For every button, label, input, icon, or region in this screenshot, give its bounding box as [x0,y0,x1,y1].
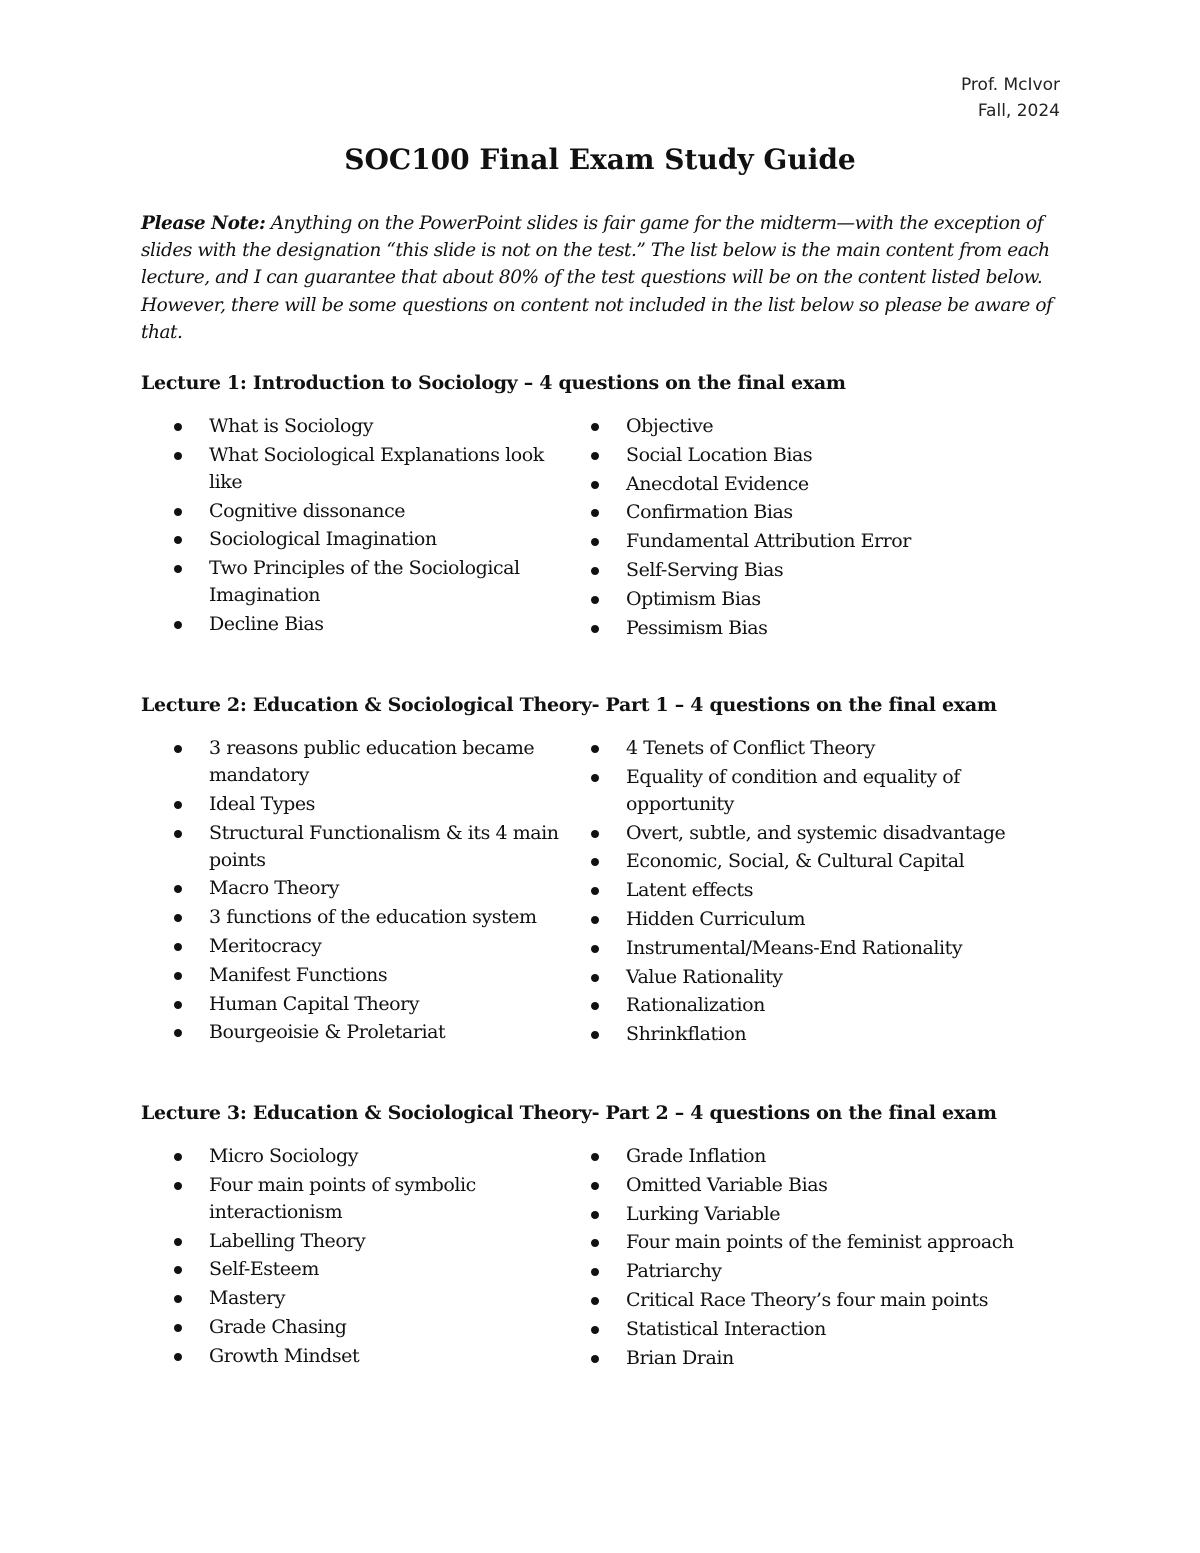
list-item: Macro Theory [141,875,561,902]
bullet-icon [174,1238,182,1246]
bullet-icon [174,508,182,516]
lecture-3-right-list [558,1143,1058,1373]
bullet-icon [174,565,182,573]
bullet-icon [174,885,182,893]
lecture-1-right-list [558,413,1058,643]
header-meta [961,72,1060,124]
list-item: Grade Chasing [141,1314,561,1341]
bullet-icon [591,1239,599,1247]
list-item: Ideal Types [141,791,561,818]
list-item: Mastery [141,1285,561,1312]
list-item: 4 Tenets of Conflict Theory [558,735,1058,762]
lecture-3-heading: Lecture 3: Education & Sociological Theory- Part 2 – 4 questions on the final exam [141,1102,997,1124]
bullet-icon [591,1182,599,1190]
lecture-1-heading: Lecture 1: Introduction to Sociology – 4 questions on the final exam [141,372,846,394]
list-item: Grade Inflation [558,1143,1058,1170]
list-item: Hidden Curriculum [558,906,1058,933]
note-label: Please Note: [141,213,266,234]
page-title: SOC100 Final Exam Study Guide [344,143,856,176]
lecture-2-right-list [558,735,1058,1050]
list-item: Omitted Variable Bias [558,1172,1058,1199]
list-item: Fundamental Attribution Error [558,528,1058,555]
bullet-icon [591,745,599,753]
bullet-icon [174,745,182,753]
bullet-icon [174,536,182,544]
professor-name: Prof. McIvor [960,75,1060,95]
bullet-icon [591,774,599,782]
list-item: Pessimism Bias [558,615,1058,642]
bullet-icon [591,1002,599,1010]
list-item: Economic, Social, & Cultural Capital [558,848,1058,875]
bullet-icon [174,914,182,922]
bullet-icon [174,1324,182,1332]
bullet-icon [591,423,599,431]
list-item: Lurking Variable [558,1201,1058,1228]
bullet-icon [174,1266,182,1274]
bullet-icon [174,452,182,460]
bullet-icon [591,452,599,460]
lecture-1-left-list [141,413,561,640]
bullet-icon [174,830,182,838]
list-item: Critical Race Theory’s four main points [558,1287,1058,1314]
lecture-3-left-list [141,1143,561,1372]
list-item: Cognitive dissonance [141,498,561,525]
list-item: What is Sociology [141,413,561,440]
list-item: Self-Serving Bias [558,557,1058,584]
bullet-icon [591,567,599,575]
list-item: Overt, subtle, and systemic disadvantage [558,820,1058,847]
list-item: Bourgeoisie & Proletariat [141,1019,561,1046]
list-item: Labelling Theory [141,1228,561,1255]
bullet-icon [174,423,182,431]
list-item: Patriarchy [558,1258,1058,1285]
bullet-icon [591,1031,599,1039]
list-item: Brian Drain [558,1345,1058,1372]
list-item: Social Location Bias [558,442,1058,469]
bullet-icon [591,1268,599,1276]
list-item: Sociological Imagination [141,526,561,553]
bullet-icon [591,625,599,633]
term: Fall, 2024 [977,101,1060,121]
lecture-2-heading: Lecture 2: Education & Sociological Theory- Part 1 – 4 questions on the final exam [141,694,997,716]
list-item: Micro Sociology [141,1143,561,1170]
list-item: Human Capital Theory [141,991,561,1018]
list-item: Manifest Functions [141,962,561,989]
list-item: Latent effects [558,877,1058,904]
bullet-icon [591,1211,599,1219]
bullet-icon [174,801,182,809]
bullet-icon [174,972,182,980]
bullet-icon [174,1353,182,1361]
bullet-icon [591,830,599,838]
list-item: Rationalization [558,992,1058,1019]
bullet-icon [591,974,599,982]
list-item: Anecdotal Evidence [558,471,1058,498]
list-item: Objective [558,413,1058,440]
note-paragraph [141,210,1066,346]
bullet-icon [591,596,599,604]
list-item: Optimism Bias [558,586,1058,613]
list-item: 3 functions of the education system [141,904,561,931]
bullet-icon [174,1182,182,1190]
list-item: Growth Mindset [141,1343,561,1370]
list-item: Structural Functionalism & its 4 main points [141,820,561,874]
bullet-icon [591,1355,599,1363]
list-item: Shrinkflation [558,1021,1058,1048]
list-item: Statistical Interaction [558,1316,1058,1343]
list-item: Value Rationality [558,964,1058,991]
list-item: Self-Esteem [141,1256,561,1283]
list-item: Four main points of the feminist approach [558,1229,1058,1256]
list-item: 3 reasons public education became mandatory [141,735,561,789]
list-item: Two Principles of the Sociological Imagination [141,555,561,609]
bullet-icon [591,916,599,924]
bullet-icon [591,1326,599,1334]
bullet-icon [591,538,599,546]
bullet-icon [174,1153,182,1161]
bullet-icon [174,621,182,629]
list-item: Four main points of symbolic interactionism [141,1172,561,1226]
bullet-icon [591,1297,599,1305]
bullet-icon [174,1029,182,1037]
list-item: Decline Bias [141,611,561,638]
bullet-icon [174,1001,182,1009]
lecture-2-left-list [141,735,561,1048]
bullet-icon [591,858,599,866]
list-item: What Sociological Explanations look like [141,442,561,496]
bullet-icon [591,509,599,517]
bullet-icon [174,1295,182,1303]
note-text: Anything on the PowerPoint slides is fair game for the midterm—with the exception of slides with the designation “this slide is not on the test.” The list below is the main content from each lecture, and I can guarantee that about 80% of the test questions will be on the content listed below. However, there will be some questions on content not included in the list below so please be aware of that. [141,213,1053,343]
list-item: Meritocracy [141,933,561,960]
list-item: Equality of condition and equality of opportunity [558,764,1058,818]
bullet-icon [174,943,182,951]
bullet-icon [591,887,599,895]
bullet-icon [591,481,599,489]
bullet-icon [591,1153,599,1161]
list-item: Confirmation Bias [558,499,1058,526]
list-item: Instrumental/Means-End Rationality [558,935,1058,962]
bullet-icon [591,945,599,953]
